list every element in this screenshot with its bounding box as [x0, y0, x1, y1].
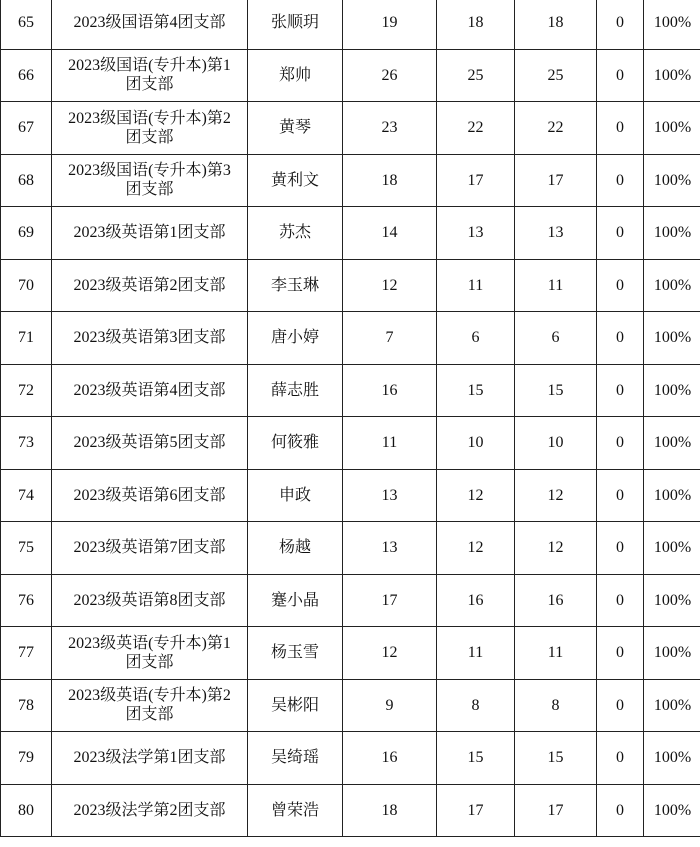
branch-name-line: 团支部 [125, 128, 174, 146]
rate-cell: 100% [644, 49, 700, 102]
table-row [1, 312, 700, 365]
count-cell: 17 [437, 154, 515, 207]
count-cell: 19 [343, 0, 437, 49]
branch-name-line: 2023级法学第2团支部 [73, 801, 226, 819]
count-cell: 14 [343, 207, 437, 260]
table-row [1, 627, 700, 680]
count-cell: 0 [597, 312, 644, 365]
secretary-name-cell: 李玉琳 [248, 259, 343, 312]
count-cell: 17 [437, 784, 515, 837]
branch-name-cell [52, 732, 248, 785]
count-cell: 22 [437, 102, 515, 155]
count-cell: 13 [343, 469, 437, 522]
count-cell: 18 [437, 0, 515, 49]
branch-name-cell [52, 784, 248, 837]
count-cell: 17 [515, 154, 597, 207]
branch-name-line: 2023级英语第8团支部 [73, 591, 226, 609]
count-cell: 12 [343, 259, 437, 312]
secretary-name-cell: 唐小婷 [248, 312, 343, 365]
rate-cell: 100% [644, 574, 700, 627]
count-cell: 12 [343, 627, 437, 680]
branch-name-cell [52, 0, 248, 49]
branch-name-cell [52, 469, 248, 522]
count-cell: 11 [515, 627, 597, 680]
branch-name-line: 2023级英语第4团支部 [73, 381, 226, 399]
branch-name-line: 2023级国语(专升本)第2 [68, 109, 231, 127]
table-body [1, 0, 700, 837]
count-cell: 0 [597, 207, 644, 260]
count-cell: 11 [437, 259, 515, 312]
branch-name-line: 2023级英语第2团支部 [73, 276, 226, 294]
row-number-cell: 76 [1, 574, 52, 627]
secretary-name-cell: 黄利文 [248, 154, 343, 207]
table-row [1, 0, 700, 49]
rate-cell: 100% [644, 154, 700, 207]
row-number-cell: 69 [1, 207, 52, 260]
branch-name-line: 2023级国语(专升本)第1 [68, 57, 231, 75]
count-cell: 7 [343, 312, 437, 365]
secretary-name-cell: 吴彬阳 [248, 679, 343, 732]
branch-name-line: 2023级英语第5团支部 [73, 434, 226, 452]
branch-name-cell [52, 312, 248, 365]
count-cell: 11 [437, 627, 515, 680]
secretary-name-cell: 杨玉雪 [248, 627, 343, 680]
count-cell: 15 [515, 364, 597, 417]
rate-cell: 100% [644, 522, 700, 575]
count-cell: 9 [343, 679, 437, 732]
rate-cell: 100% [644, 732, 700, 785]
branch-name-line: 2023级英语第7团支部 [73, 539, 226, 557]
count-cell: 15 [437, 732, 515, 785]
count-cell: 0 [597, 102, 644, 155]
count-cell: 16 [343, 732, 437, 785]
count-cell: 22 [515, 102, 597, 155]
table-row [1, 417, 700, 470]
secretary-name-cell: 薛志胜 [248, 364, 343, 417]
branch-name-line: 2023级国语第4团支部 [73, 14, 226, 32]
rate-cell: 100% [644, 417, 700, 470]
table-row [1, 154, 700, 207]
rate-cell: 100% [644, 627, 700, 680]
branch-name-line: 2023级国语(专升本)第3 [68, 162, 231, 180]
row-number-cell: 72 [1, 364, 52, 417]
count-cell: 12 [437, 469, 515, 522]
branch-name-cell [52, 259, 248, 312]
count-cell: 6 [437, 312, 515, 365]
branch-name-cell [52, 154, 248, 207]
count-cell: 17 [515, 784, 597, 837]
table-row [1, 259, 700, 312]
row-number-cell: 66 [1, 49, 52, 102]
count-cell: 16 [515, 574, 597, 627]
table-row [1, 364, 700, 417]
count-cell: 0 [597, 522, 644, 575]
count-cell: 8 [437, 679, 515, 732]
rate-cell: 100% [644, 679, 700, 732]
count-cell: 0 [597, 0, 644, 49]
branch-name-cell [52, 679, 248, 732]
count-cell: 12 [515, 522, 597, 575]
table-row [1, 207, 700, 260]
count-cell: 0 [597, 49, 644, 102]
rate-cell: 100% [644, 784, 700, 837]
secretary-name-cell: 吴绮瑶 [248, 732, 343, 785]
count-cell: 6 [515, 312, 597, 365]
branch-name-line: 2023级英语第6团支部 [73, 486, 226, 504]
row-number-cell: 71 [1, 312, 52, 365]
row-number-cell: 79 [1, 732, 52, 785]
secretary-name-cell: 曾荣浩 [248, 784, 343, 837]
secretary-name-cell: 申政 [248, 469, 343, 522]
rate-cell: 100% [644, 469, 700, 522]
count-cell: 0 [597, 784, 644, 837]
count-cell: 12 [515, 469, 597, 522]
secretary-name-cell: 张顺玥 [248, 0, 343, 49]
row-number-cell: 70 [1, 259, 52, 312]
branch-name-line: 2023级英语(专升本)第1 [68, 634, 231, 652]
row-number-cell: 78 [1, 679, 52, 732]
branch-name-cell [52, 364, 248, 417]
count-cell: 13 [515, 207, 597, 260]
count-cell: 0 [597, 259, 644, 312]
branch-name-line: 团支部 [125, 181, 174, 199]
rate-cell: 100% [644, 207, 700, 260]
row-number-cell: 73 [1, 417, 52, 470]
table-row [1, 784, 700, 837]
count-cell: 25 [515, 49, 597, 102]
count-cell: 0 [597, 574, 644, 627]
table-row [1, 49, 700, 102]
secretary-name-cell: 黄琴 [248, 102, 343, 155]
rate-cell: 100% [644, 312, 700, 365]
count-cell: 10 [515, 417, 597, 470]
count-cell: 12 [437, 522, 515, 575]
count-cell: 0 [597, 627, 644, 680]
branch-name-line: 2023级英语第3团支部 [73, 329, 226, 347]
count-cell: 13 [343, 522, 437, 575]
count-cell: 15 [515, 732, 597, 785]
rate-cell: 100% [644, 0, 700, 49]
table-row [1, 574, 700, 627]
branch-name-cell [52, 574, 248, 627]
branch-name-line: 2023级法学第1团支部 [73, 749, 226, 767]
count-cell: 25 [437, 49, 515, 102]
branch-name-cell [52, 627, 248, 680]
branch-name-cell [52, 522, 248, 575]
rate-cell: 100% [644, 102, 700, 155]
count-cell: 13 [437, 207, 515, 260]
rate-cell: 100% [644, 364, 700, 417]
count-cell: 0 [597, 679, 644, 732]
count-cell: 0 [597, 364, 644, 417]
secretary-name-cell: 郑帅 [248, 49, 343, 102]
branch-name-cell [52, 49, 248, 102]
row-number-cell: 80 [1, 784, 52, 837]
table-row [1, 679, 700, 732]
table-row [1, 102, 700, 155]
row-number-cell: 74 [1, 469, 52, 522]
row-number-cell: 68 [1, 154, 52, 207]
count-cell: 23 [343, 102, 437, 155]
table-row [1, 732, 700, 785]
branch-name-cell [52, 102, 248, 155]
secretary-name-cell: 蹇小晶 [248, 574, 343, 627]
secretary-name-cell: 苏杰 [248, 207, 343, 260]
count-cell: 17 [343, 574, 437, 627]
count-cell: 11 [343, 417, 437, 470]
count-cell: 11 [515, 259, 597, 312]
count-cell: 10 [437, 417, 515, 470]
table-row [1, 469, 700, 522]
rate-cell: 100% [644, 259, 700, 312]
count-cell: 0 [597, 469, 644, 522]
count-cell: 8 [515, 679, 597, 732]
count-cell: 26 [343, 49, 437, 102]
count-cell: 15 [437, 364, 515, 417]
count-cell: 18 [515, 0, 597, 49]
count-cell: 0 [597, 417, 644, 470]
count-cell: 18 [343, 784, 437, 837]
row-number-cell: 75 [1, 522, 52, 575]
row-number-cell: 65 [1, 0, 52, 49]
branch-name-line: 2023级英语第1团支部 [73, 224, 226, 242]
secretary-name-cell: 何筱雅 [248, 417, 343, 470]
branch-name-line: 2023级英语(专升本)第2 [68, 687, 231, 705]
branch-name-cell [52, 207, 248, 260]
branch-name-cell [52, 417, 248, 470]
row-number-cell: 77 [1, 627, 52, 680]
branch-name-line: 团支部 [125, 76, 174, 94]
count-cell: 18 [343, 154, 437, 207]
count-cell: 16 [437, 574, 515, 627]
branch-name-line: 团支部 [125, 653, 174, 671]
count-cell: 0 [597, 732, 644, 785]
branch-name-line: 团支部 [125, 706, 174, 724]
count-cell: 16 [343, 364, 437, 417]
row-number-cell: 67 [1, 102, 52, 155]
count-cell: 0 [597, 154, 644, 207]
secretary-name-cell: 杨越 [248, 522, 343, 575]
table-row [1, 522, 700, 575]
